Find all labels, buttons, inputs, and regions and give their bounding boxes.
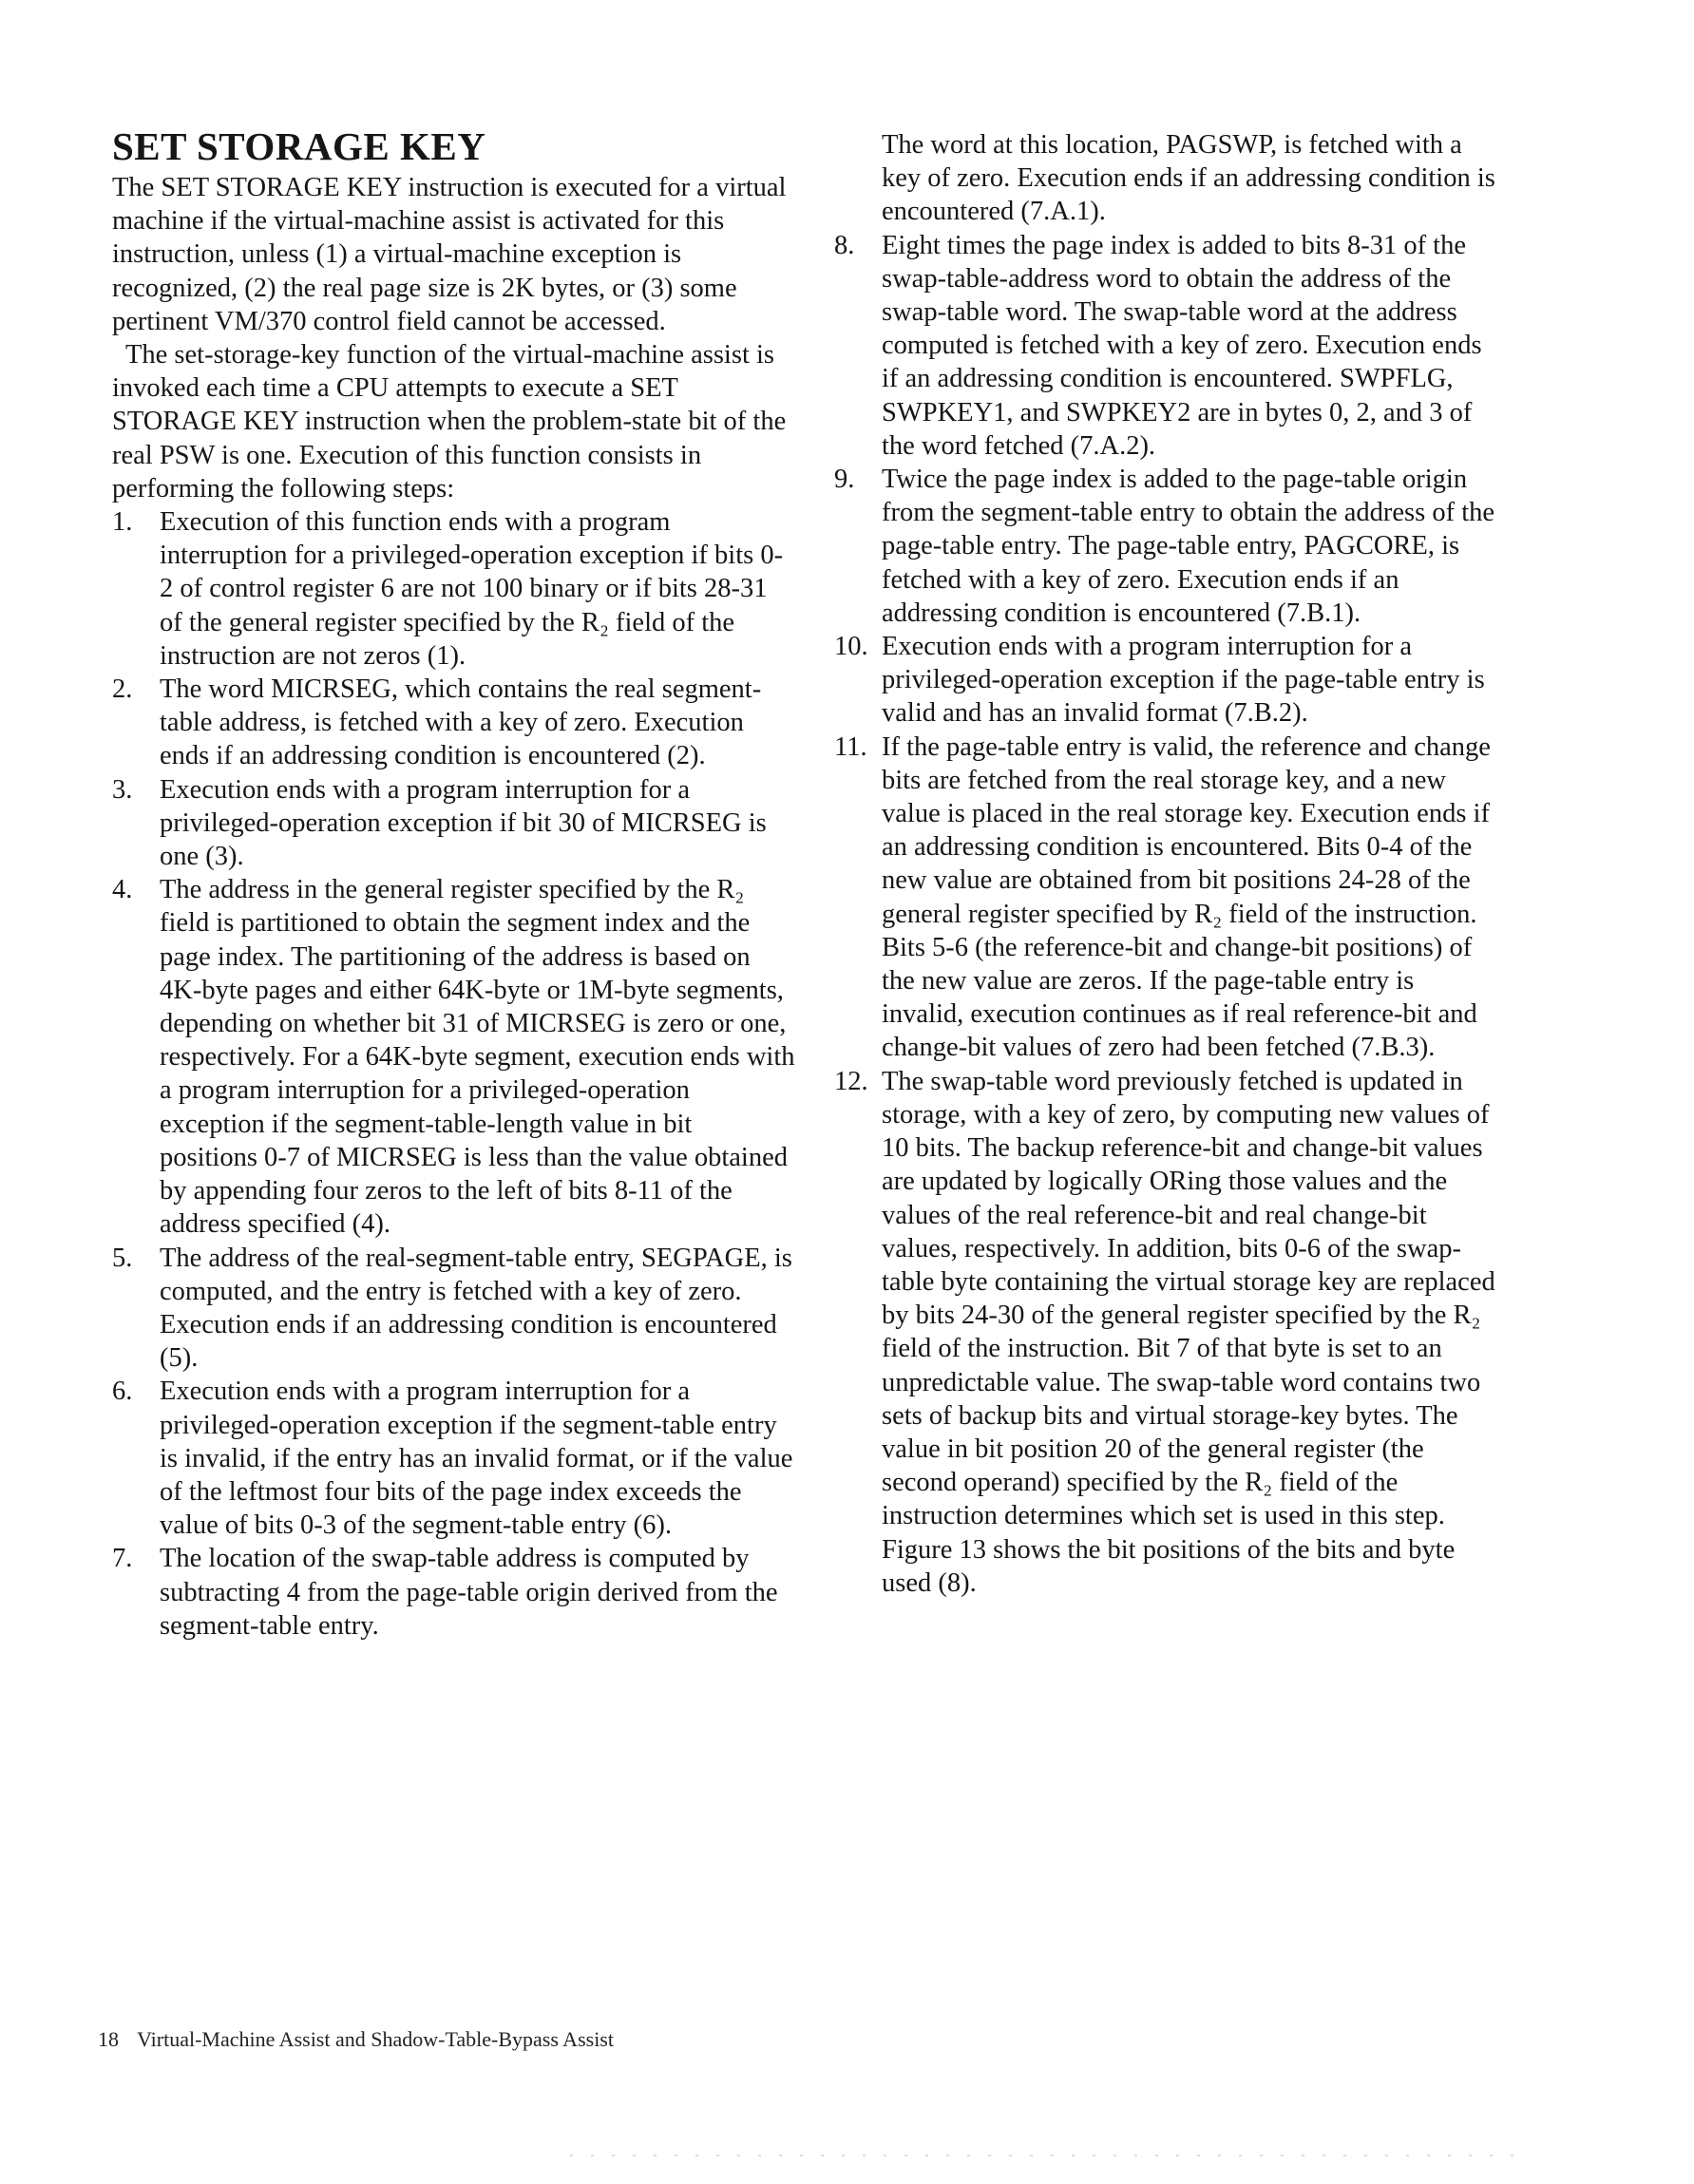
step-text: Execution ends with a program interruption for a privileged-operation exception if the page-table entry is valid and has an invalid format (7.B.2). <box>882 632 1485 729</box>
page-footer <box>98 2027 614 2052</box>
step-text: The address of the real-segment-table entry, SEGPAGE, is computed, and the entry is fetched with a key of zero. Execution ends if an addressing condition is encountered (5). <box>160 1243 792 1374</box>
step-text: Eight times the page index is added to bits 8-31 of the swap-table-address word to obtain the address of the swap-table word. The swap-table word at the address computed is fetched with a key of zero. Execution ends if an addressing condition is encountered. SWPFLG, SWPKEY1, and SWPKEY2 are in bytes 0, 2, and 3 of the word fetched (7.A.2). <box>882 230 1482 461</box>
step-item <box>834 731 1499 1065</box>
step-item <box>834 630 1499 731</box>
intro-paragraph-2: The set-storage-key function of the virtual-machine assist is invoked each time a CPU attempts to execute a SET STORAGE KEY instruction when the problem-state bit of the real PSW is one. Execution of this function consists in performing the following steps: <box>112 340 787 503</box>
step-item <box>112 873 796 1241</box>
left-column <box>112 123 796 1643</box>
step-number: 7. <box>112 1544 133 1574</box>
steps-list-left <box>112 505 796 1643</box>
step-item <box>112 1542 796 1643</box>
step-text: Execution of this function ends with a program interruption for a privileged-operation exception if bits 0-2 of control register 6 are not 100 binary or if bits 28-31 of the general register specified by the R₂ field of the instruction are not zeros (1). <box>160 507 784 671</box>
step-item <box>112 773 796 874</box>
step-number: 5. <box>112 1243 133 1273</box>
step-text: The location of the swap-table address is computed by subtracting 4 from the page-table origin derived from the segment-table entry. <box>160 1544 778 1641</box>
step-text: The address in the general register specified by the R₂ field is partitioned to obtain the segment index and the page index. The partitioning of the address is based on 4K-byte pages and either 64K-byte or 1M-byte segments, depending on whether bit 31 of MICRSEG is zero or one, respectively. For a 64K-byte segment, execution ends with a program interruption for a privileged-operation exception if the segment-table-length value in bit positions 0-7 of MICRSEG is less than the value obtained by appending four zeros to the left of bits 8-11 of the address specified (4). <box>160 875 795 1240</box>
step-number: 1. <box>112 507 133 538</box>
step-item <box>834 1065 1499 1600</box>
step-number: 4. <box>112 875 133 905</box>
step-text: Twice the page index is added to the page-table origin from the segment-table entry to obtain the address of the page-table entry. The page-table entry, PAGCORE, is fetched with a key of zero. Execution ends if an addressing condition is encountered (7.B.1). <box>882 465 1495 628</box>
page-number: 18 <box>98 2027 119 2051</box>
steps-list-right <box>834 229 1499 1600</box>
step-item <box>112 1375 796 1542</box>
step-text: The word MICRSEG, which contains the real segment-table address, is fetched with a key of zero. Execution ends if an addressing condition is encountered (2). <box>160 674 762 771</box>
step-text: Execution ends with a program interruption for a privileged-operation exception if the segment-table entry is invalid, if the entry has an invalid format, or if the value of the leftmost four bits of the page index exceeds the value of bits 0-3 of the segment-table entry (6). <box>160 1377 793 1541</box>
step-number: 3. <box>112 774 133 805</box>
running-title: Virtual-Machine Assist and Shadow-Table-Bypass Assist <box>137 2027 614 2051</box>
step-text: The swap-table word previously fetched is updated in storage, with a key of zero, by computing new values of 10 bits. The backup reference-bit and change-bit values are updated by logically ORing those values and the values of the real reference-bit and real change-bit values, respectively. In addition, bits 0-6 of the swap-table byte containing the virtual storage key are replaced by bits 24-30 of the general register specified by the R₂ field of the instruction. Bit 7 of that byte is set to an unpredictable value. The swap-table word contains two sets of backup bits and virtual storage-key bytes. The value in bit position 20 of the general register (the second operand) specified by the R₂ field of the instruction determines which set is used in this step. Figure 13 shows the bit positions of the bits and byte used (8). <box>882 1066 1495 1598</box>
step-7-continuation: The word at this location, PAGSWP, is fetched with a key of zero. Execution ends if an addressing condition is encountered (7.A.1). <box>882 130 1495 227</box>
step-item <box>834 463 1499 630</box>
step-number: 2. <box>112 674 133 705</box>
step-text: If the page-table entry is valid, the reference and change bits are fetched from the real storage key, and a new value is placed in the real storage key. Execution ends if an addressing condition is encountered. Bits 0-4 of the new value are obtained from bit positions 24-28 of the general register specified by R₂ field of the instruction. Bits 5-6 (the reference-bit and change-bit positions) of the new value are zeros. If the page-table entry is invalid, execution continues as if real reference-bit and change-bit values of zero had been fetched (7.B.3). <box>882 731 1491 1063</box>
right-column <box>834 128 1499 1600</box>
step-item <box>112 505 796 673</box>
step-item <box>834 229 1499 463</box>
step-number: 9. <box>834 465 855 495</box>
step-number: 8. <box>834 230 855 260</box>
step-number: 12. <box>834 1066 868 1096</box>
section-title: SET STORAGE KEY <box>112 124 486 168</box>
step-item <box>112 1242 796 1376</box>
step-number: 10. <box>834 632 868 662</box>
step-number: 11. <box>834 731 867 762</box>
step-text: Execution ends with a program interruption for a privileged-operation exception if bit 30 of MICRSEG is one (3). <box>160 774 767 872</box>
scan-artifact <box>570 2155 1520 2156</box>
step-number: 6. <box>112 1377 133 1407</box>
intro-paragraph-1: The SET STORAGE KEY instruction is executed for a virtual machine if the virtual-machine assist is activated for this instruction, unless (1) a virtual-machine exception is recognized, (2) the real page size is 2K bytes, or (3) some pertinent VM/370 control field cannot be accessed. <box>112 173 787 336</box>
step-item <box>112 673 796 773</box>
